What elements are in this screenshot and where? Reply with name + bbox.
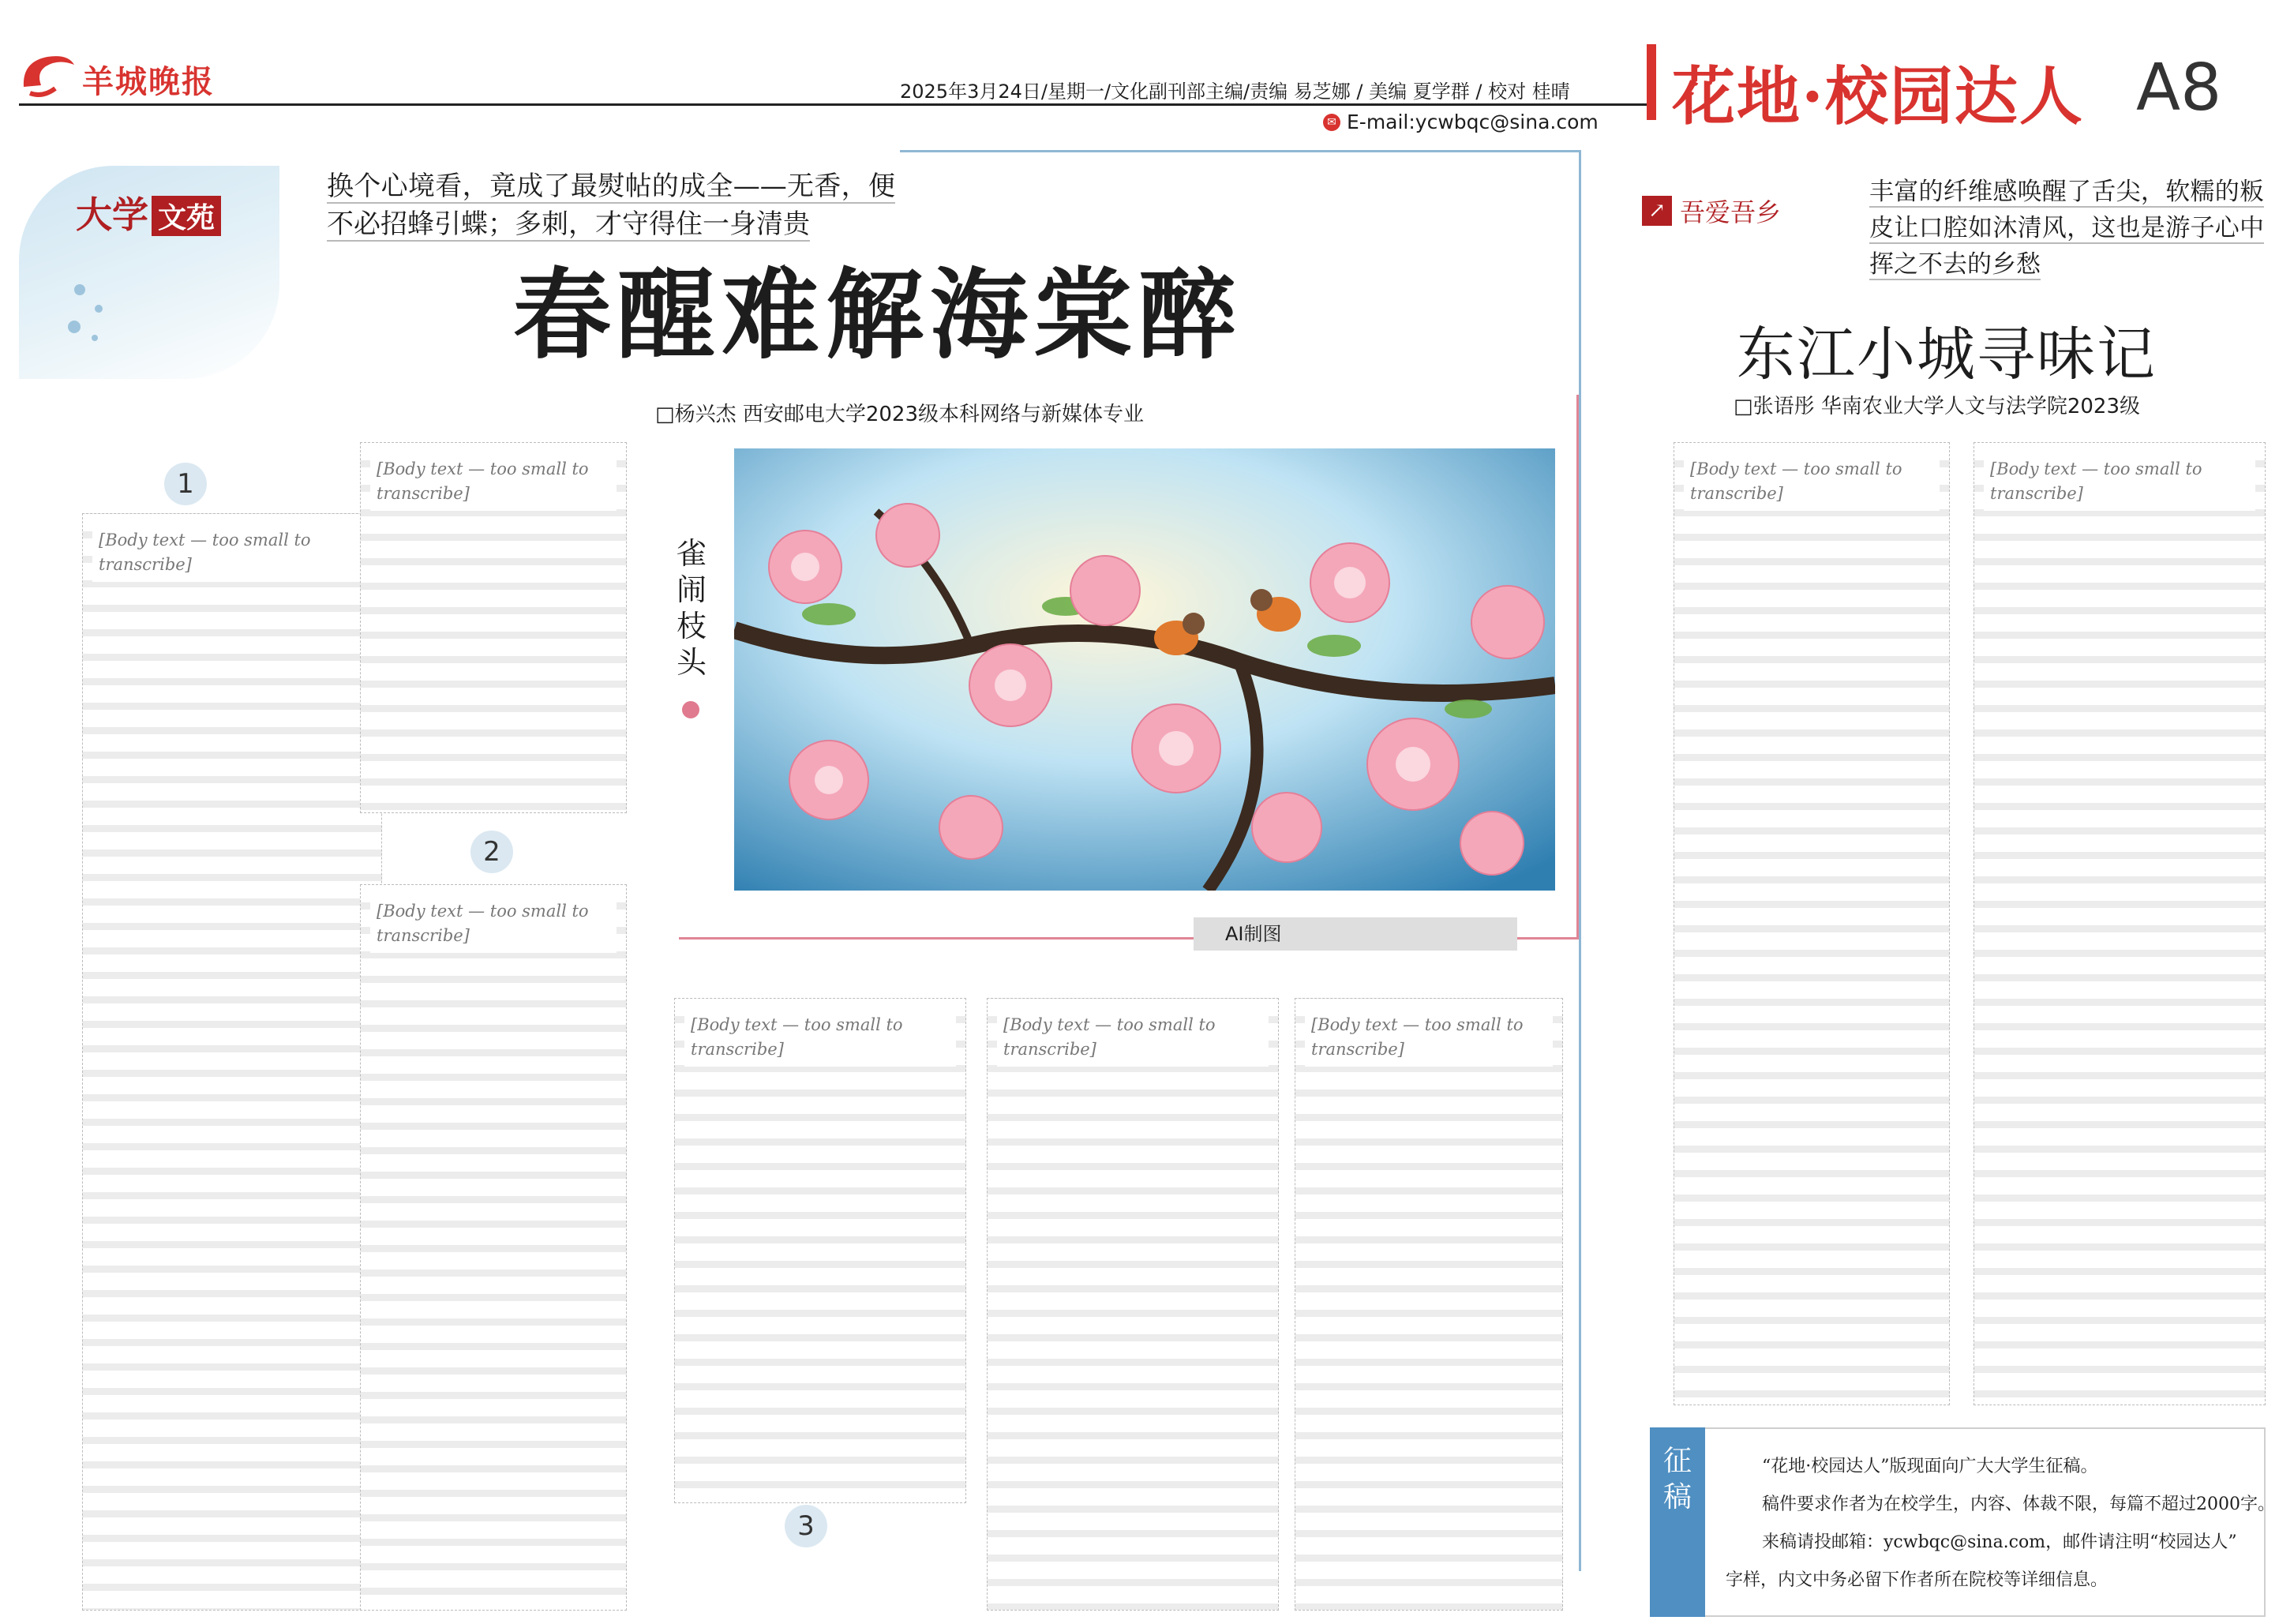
pull-quote: 换个心境看，竟成了最熨帖的成全——无香，便不必招蜂引蝶；多刺，才守得住一身清贵 bbox=[327, 171, 895, 240]
article-body-column: [Body text — too small to transcribe] bbox=[1974, 442, 2266, 1405]
section-title: 花地·校园达人 bbox=[1672, 59, 2084, 133]
email-icon: ✉ bbox=[1323, 114, 1340, 131]
column-tag-boxed: 文苑 bbox=[152, 196, 221, 236]
column-tag-label: 吾爱吾乡 bbox=[1680, 197, 1782, 227]
section-number: 2 bbox=[470, 831, 513, 873]
article-body-column: [Body text — too small to transcribe] bbox=[987, 998, 1279, 1611]
logo-mark-icon bbox=[19, 49, 77, 101]
article-body-column: [Body text — too small to transcribe] bbox=[674, 998, 966, 1503]
byline: □杨兴杰 西安邮电大学2023级本科网络与新媒体专业 bbox=[655, 403, 1144, 426]
call-tag: 征稿 bbox=[1650, 1427, 1705, 1617]
column-divider bbox=[1579, 150, 1581, 1571]
article-body-column: [Body text — too small to transcribe] bbox=[1295, 998, 1563, 1611]
email-line bbox=[1323, 111, 1599, 133]
masthead-title: 羊城晚报 bbox=[82, 63, 215, 100]
call-line: 稿件要求作者为在校学生，内容、体裁不限，每篇不超过2000字。 bbox=[1762, 1495, 2275, 1514]
caption-marker bbox=[682, 701, 699, 718]
page-number: A8 bbox=[2136, 51, 2222, 126]
section-number: 1 bbox=[164, 463, 207, 505]
call-line: 字样，内文中务必留下作者所在院校等详细信息。 bbox=[1726, 1570, 2108, 1590]
email-address: E-mail:ycwbqc@sina.com bbox=[1347, 111, 1599, 133]
article-body-column: [Body text — too small to transcribe] bbox=[360, 442, 627, 813]
call-line: “花地·校园达人”版现面向广大大学生征稿。 bbox=[1762, 1457, 2098, 1476]
column-tag bbox=[1642, 193, 1781, 229]
article-body-column: [Body text — too small to transcribe] bbox=[360, 884, 627, 1611]
article-body-column: [Body text — too small to transcribe] bbox=[1674, 442, 1950, 1405]
image-caption: 雀闹枝头 bbox=[676, 536, 707, 680]
column-tag-label: 大学 bbox=[76, 193, 148, 236]
pull-quote: 丰富的纤维感唤醒了舌尖，软糯的粄皮让口腔如沐清风，这也是游子心中挥之不去的乡愁 bbox=[1869, 178, 2264, 279]
section-marker-bar bbox=[1647, 44, 1656, 120]
section-number: 3 bbox=[785, 1505, 827, 1547]
column-tag bbox=[76, 186, 221, 238]
headline: 东江小城寻味记 bbox=[1737, 321, 2157, 388]
credit-line: 2025年3月24日/星期一/文化副刊部主编/责编 易芝娜 / 美编 夏学群 / 校对 桂晴 bbox=[900, 81, 1570, 103]
frame-line bbox=[900, 150, 1579, 152]
map-pin-icon: ↗ bbox=[1642, 196, 1672, 226]
illustration-birds-on-blossom-branch bbox=[734, 448, 1555, 891]
article-body-column: [Body text — too small to transcribe] bbox=[82, 513, 382, 1611]
call-line: 来稿请投邮箱：ycwbqc@sina.com，邮件请注明“校园达人” bbox=[1762, 1532, 2237, 1552]
image-credit: AI制图 bbox=[1194, 917, 1517, 951]
header-rule bbox=[19, 103, 1653, 106]
headline: 春醒难解海棠醉 bbox=[513, 258, 1243, 373]
byline: □张语彤 华南农业大学人文与法学院2023级 bbox=[1734, 395, 2140, 418]
